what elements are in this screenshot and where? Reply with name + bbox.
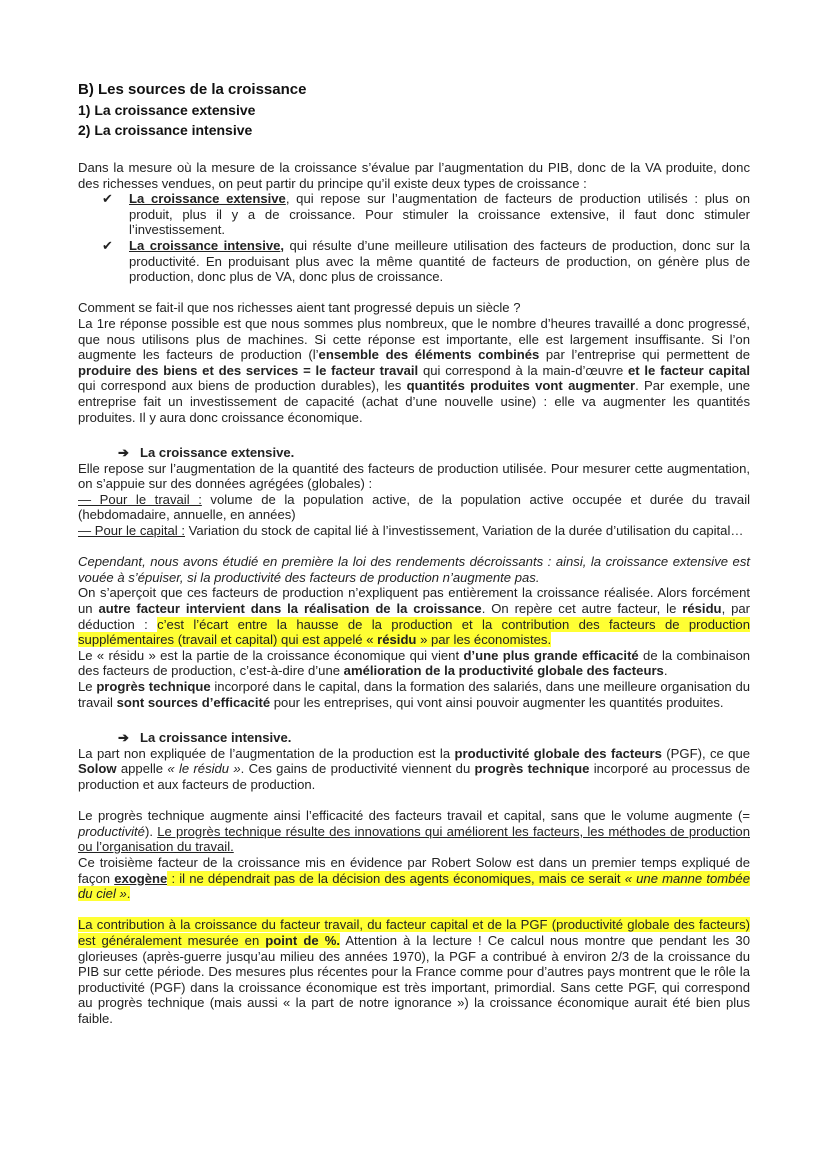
bold-text: progrès technique xyxy=(96,679,211,694)
checkmark-icon: ✔ xyxy=(102,237,113,253)
text: La part non expliquée de l’augmentation de la production est la xyxy=(78,745,455,761)
capital-label: — Pour le capital : xyxy=(78,523,185,539)
term-extensive: La croissance extensive xyxy=(129,191,286,207)
pgf-paragraph xyxy=(78,746,750,793)
capital-paragraph xyxy=(78,523,750,539)
arrow-icon: ➔ xyxy=(118,730,129,746)
extensive-paragraph: Elle repose sur l’augmentation de la quantité des facteurs de production utilisée. Pour mesurer cette augmentation, on s’appuie sur des données agrégées (globales) : xyxy=(78,460,750,492)
italic-text: « le résidu » xyxy=(167,761,241,777)
text: par l’entreprise qui permettent de xyxy=(539,347,750,363)
text: , par déduction : xyxy=(78,601,751,632)
italic-text: Cependant, nous avons étudié en première la loi des rendements décroissants : ainsi, la croissance extensive est vouée à s’épuiser, si la productivité des facteurs de production n’augmente pas. xyxy=(78,554,750,585)
text: pour les entreprises, qui vont ainsi pouvoir augmenter les quantités produites. xyxy=(270,694,724,710)
intro-paragraph: Dans la mesure où la mesure de la croissance s’évalue par l’augmentation du PIB, donc de la VA produite, donc des richesses vendues, on peut partir du principe qu’il existe deux types de croissance : xyxy=(78,160,750,191)
text: incorporé au processus de production et aux facteurs de production. xyxy=(78,761,750,792)
text: . xyxy=(126,886,131,902)
bold-text: point de %. xyxy=(265,932,340,948)
italic-text: productivité xyxy=(78,823,145,839)
text-extensive: , qui repose sur l’augmentation de facteurs de production utilisés : plus on produit, plus il y a de croissance. Pour stimuler la croissance extensive, il faut donc stimuler l’investissement. xyxy=(129,191,750,238)
bold-text: quantités produites vont augmenter xyxy=(406,378,636,394)
text: La 1re réponse possible est que nous sommes plus nombreux, que le nombre d’heures travaillé a donc progressé, que nous utilisons plus de machines. Si cette réponse est importante, elle est largement insuffisante. Si l’on augmente les facteurs de production (l’ xyxy=(78,315,750,363)
subheading-intensive: 2) La croissance intensive xyxy=(78,122,253,138)
bold-text: résidu xyxy=(377,632,417,648)
text: incorporé dans le capital, dans la formation des salariés, dans une meilleure organisation du travail xyxy=(78,679,751,710)
text: » par les économistes. xyxy=(416,632,552,648)
text: . xyxy=(663,663,668,679)
heading-intensive xyxy=(78,730,750,746)
text: . Par exemple, une entreprise fait un investissement de capacité (achat d’une nouvelle usine) : elle va augmenter les quantités produites. Il y aura donc croissance économique. xyxy=(78,378,751,425)
text: Ce troisième facteur de la croissance mis en évidence par Robert Solow est dans un premier temps expliqué de façon xyxy=(78,854,750,886)
text: On s’aperçoit que ces facteurs de production n’expliquent pas entièrement la croissance réalisée. Alors forcément un xyxy=(78,585,750,617)
text: . Ces gains de productivité viennent du xyxy=(240,761,475,777)
bold-text: d’une plus grande efficacité xyxy=(463,647,639,663)
bold-text: produire des biens et des services = le facteur travail xyxy=(78,362,419,378)
italic-paragraph xyxy=(78,554,750,585)
heading-text: La croissance extensive. xyxy=(140,445,295,461)
list-item-extensive xyxy=(102,191,750,238)
labor-paragraph xyxy=(78,492,750,523)
residu-paragraph xyxy=(78,648,750,679)
text: Le « résidu » est la partie de la croissance économique qui vient xyxy=(78,647,464,663)
text: appelle xyxy=(116,761,168,777)
section-title: B) Les sources de la croissance xyxy=(78,81,307,98)
heading-extensive xyxy=(78,445,750,461)
contribution-paragraph xyxy=(78,917,750,1026)
text-intensive: qui résulte d’une meilleure utilisation des facteurs de production, donc sur la productivité. En produisant plus avec la même quantité de facteurs de production, on génère plus de production, donc plus de VA, donc plus de croissance. xyxy=(129,237,750,285)
text: ). xyxy=(144,823,158,839)
highlighted-text xyxy=(78,871,750,902)
bold-text: et le facteur capital xyxy=(628,362,750,378)
bold-text: productivité globale des facteurs xyxy=(454,745,662,761)
bold-text: autre facteur intervient dans la réalisation de la croissance xyxy=(98,601,482,617)
text: qui correspond à la main-d’œuvre xyxy=(418,362,628,378)
heading-text: La croissance intensive. xyxy=(140,730,292,746)
residual-paragraph xyxy=(78,585,750,647)
bold-text: sont sources d’efficacité xyxy=(116,694,271,710)
text: volume de la population active, de la population active occupée et durée du travail (hebdomadaire, annuelle, en années) xyxy=(78,491,751,523)
growth-types-list xyxy=(78,191,750,285)
text: : il ne dépendrait pas de la décision des agents économiques, mais ce serait xyxy=(167,870,625,886)
technical-progress-paragraph xyxy=(78,808,750,855)
progress-paragraph xyxy=(78,679,750,710)
text: de la combinaison des facteurs de production, c’est-à-dire d’une xyxy=(78,647,751,679)
bold-text: résidu xyxy=(682,601,722,617)
bold-text: progrès technique xyxy=(474,761,590,777)
bold-text: ensemble des éléments combinés xyxy=(318,347,540,363)
text: qui correspond aux biens de production durables), les xyxy=(78,378,407,394)
labor-label: — Pour le travail : xyxy=(78,491,202,507)
text: Variation du stock de capital lié à l’investissement, Variation de la durée d’utilisation du capital… xyxy=(184,523,744,539)
answer-paragraph xyxy=(78,316,750,425)
text: . On repère cet autre facteur, le xyxy=(481,601,683,617)
term-intensive: La croissance intensive xyxy=(129,237,281,253)
list-item-intensive xyxy=(102,238,750,285)
text: Le xyxy=(78,679,97,694)
text: Le progrès technique augmente ainsi l’efficacité des facteurs travail et capital, sans que le volume augmente (= xyxy=(78,808,750,824)
text: Attention à la lecture ! Ce calcul nous montre que pendant les 30 glorieuses (après-guerre jusqu’au milieu des années 1970), la PGF a contribué à environ 2/3 de la croissance du PIB sur cette période. Des mesures plus récentes pour la France comme pour d’autres pays montrent que le rôle la productivité (PGF) dans la croissance économique est très important, primordial. Sans cette PGF, qui correspond au progrès technique (mais aussi « la part de notre ignorance ») la croissance économique aurait été bien plus faible. xyxy=(78,932,750,1026)
solow-paragraph xyxy=(78,855,750,902)
text: La contribution à la croissance du facteur travail, du facteur capital et de la PGF (productivité globale des facteurs) est généralement mesurée en xyxy=(78,917,750,948)
bold-text: Solow xyxy=(78,761,117,777)
checkmark-icon: ✔ xyxy=(102,191,113,207)
subheading-extensive: 1) La croissance extensive xyxy=(78,102,256,118)
text: c’est l’écart entre la hausse de la production et la contribution des facteurs de production supplémentaires (travail et capital) qui est appelé « xyxy=(78,616,750,648)
italic-text: « une manne tombée du ciel » xyxy=(78,870,750,902)
arrow-icon: ➔ xyxy=(118,445,129,461)
term-comma: , xyxy=(280,237,285,253)
underlined-text: Le progrès technique résulte des innovations qui améliorent les facteurs, les méthodes de production ou l’organisation du travail. xyxy=(78,823,750,855)
bold-text: amélioration de la productivité globale des facteurs xyxy=(343,663,664,679)
question-line: Comment se fait-il que nos richesses aient tant progressé depuis un siècle ? xyxy=(78,300,521,316)
highlighted-definition xyxy=(78,617,750,648)
bold-underlined-text: exogène xyxy=(114,870,168,886)
text: (PGF), ce que xyxy=(661,745,751,761)
